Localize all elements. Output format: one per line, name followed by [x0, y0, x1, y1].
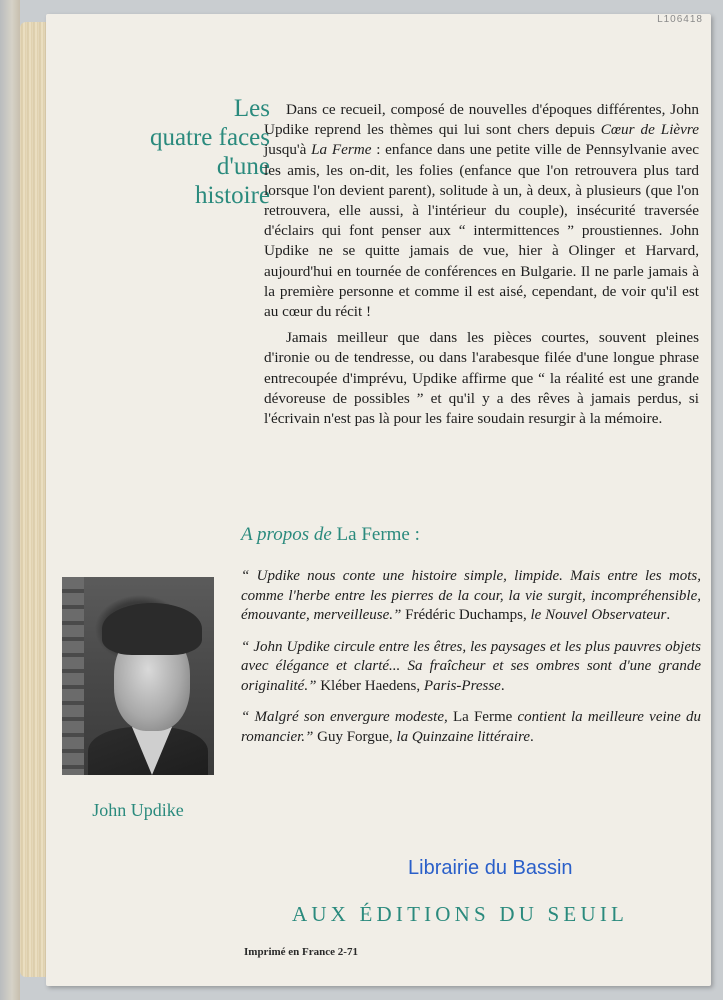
publisher-name: AUX ÉDITIONS DU SEUIL [291, 902, 629, 926]
title-line: quatre faces [149, 124, 270, 151]
imprint-line: Imprimé en France 2-71 [244, 946, 358, 958]
quote-source: la Quinzaine littéraire [396, 728, 531, 745]
apropos-title: La Ferme : [336, 524, 420, 545]
quote-end: . [530, 728, 534, 745]
quote-end: . [666, 607, 671, 623]
bookshelf-background [62, 577, 84, 775]
quote-source: le Nouvel Observateur [530, 607, 667, 623]
blurb-text [264, 100, 699, 435]
back-cover [46, 14, 711, 986]
title-line: d'une [216, 153, 270, 180]
press-quote [241, 638, 701, 697]
quote-text: “ John Updike circule entre les êtres, les paysages et les plus pauvres objets avec élégance et clarté... Sa fraîcheur et ses ombres sont d'une grande originalité.” [241, 638, 701, 694]
portrait-hair [102, 603, 202, 655]
quote-end: . [500, 677, 505, 694]
italic-title: La Ferme [311, 141, 372, 159]
apropos-prefix: A propos de [241, 524, 332, 545]
bookseller-watermark: Librairie du Bassin [408, 857, 573, 879]
blurb-paragraph-1 [264, 100, 699, 322]
italic-title: Cœur de Lièvre [600, 121, 699, 139]
quote-text: contient la meilleure veine du romancier.” [241, 709, 701, 745]
book-title [80, 94, 270, 210]
quote-author: Guy Forgue, [317, 728, 393, 745]
quote-author: Kléber Haedens, [320, 677, 421, 694]
press-quotes [241, 567, 701, 759]
blurb-paragraph-2: Jamais meilleur que dans les pièces courtes, souvent pleines d'ironie ou de tendresse, ou dans l'arabesque filée d'une longue phrase entrecoupée d'imprévu, Updike affirme que “ la réalité est une grande dévoreuse de possibles ” et qu'il y a des rêves à jamais perdus, si l'écrivain n'est pas là pour les faire soudain resurgir à la mémoire. [264, 329, 699, 428]
quote-author: Frédéric Duchamps, [405, 607, 527, 623]
quote-text: “ Malgré son envergure modeste, [241, 709, 453, 725]
quote-book-title: La Ferme [452, 709, 513, 725]
press-quote [241, 708, 701, 747]
text-run: Dans ce recueil, composé de nouvelles d'époques différentes, John Updike reprend les thèmes qui lui sont chers depuis [264, 101, 699, 139]
text-run: : enfance dans une petite ville de Pennsylvanie avec les amis, les on-dit, les folies (enfance que l'on retrouvera plus tard lorsque l'on devient parent), solitude à un, à deux, à plusieurs (que l'on retrouvera, elle aussi, à l'intérieur du couple), insécurité traversée d'éclairs qui font penser aux “ intermittences ” proustiennes. John Updike ne se quitte jamais de vue, hier à Olinger et Harvard, aujourd'hui en tournée de conférences en Bulgarie. Il ne parle jamais à la première personne et comme il est aisé, cependant, de voir qu'il est au cœur du récit ! [264, 141, 700, 321]
author-caption: John Updike [92, 800, 184, 820]
apropos-heading [241, 524, 701, 546]
quote-source: Paris-Presse [423, 677, 501, 694]
press-quote [241, 567, 701, 626]
author-portrait-photo [62, 577, 214, 775]
title-line: Les [233, 95, 270, 122]
title-line: histoire [195, 182, 270, 209]
quote-text: “ Updike nous conte une histoire simple, limpide. Mais entre les mots, comme l'herbe entre les pierres de la cour, la vie surgit, incompréhensible, émouvante, merveilleuse.” [241, 568, 701, 623]
catalog-stamp: L106418 [657, 14, 703, 25]
background-edge [0, 0, 20, 1000]
text-run: jusqu'à [264, 141, 312, 159]
